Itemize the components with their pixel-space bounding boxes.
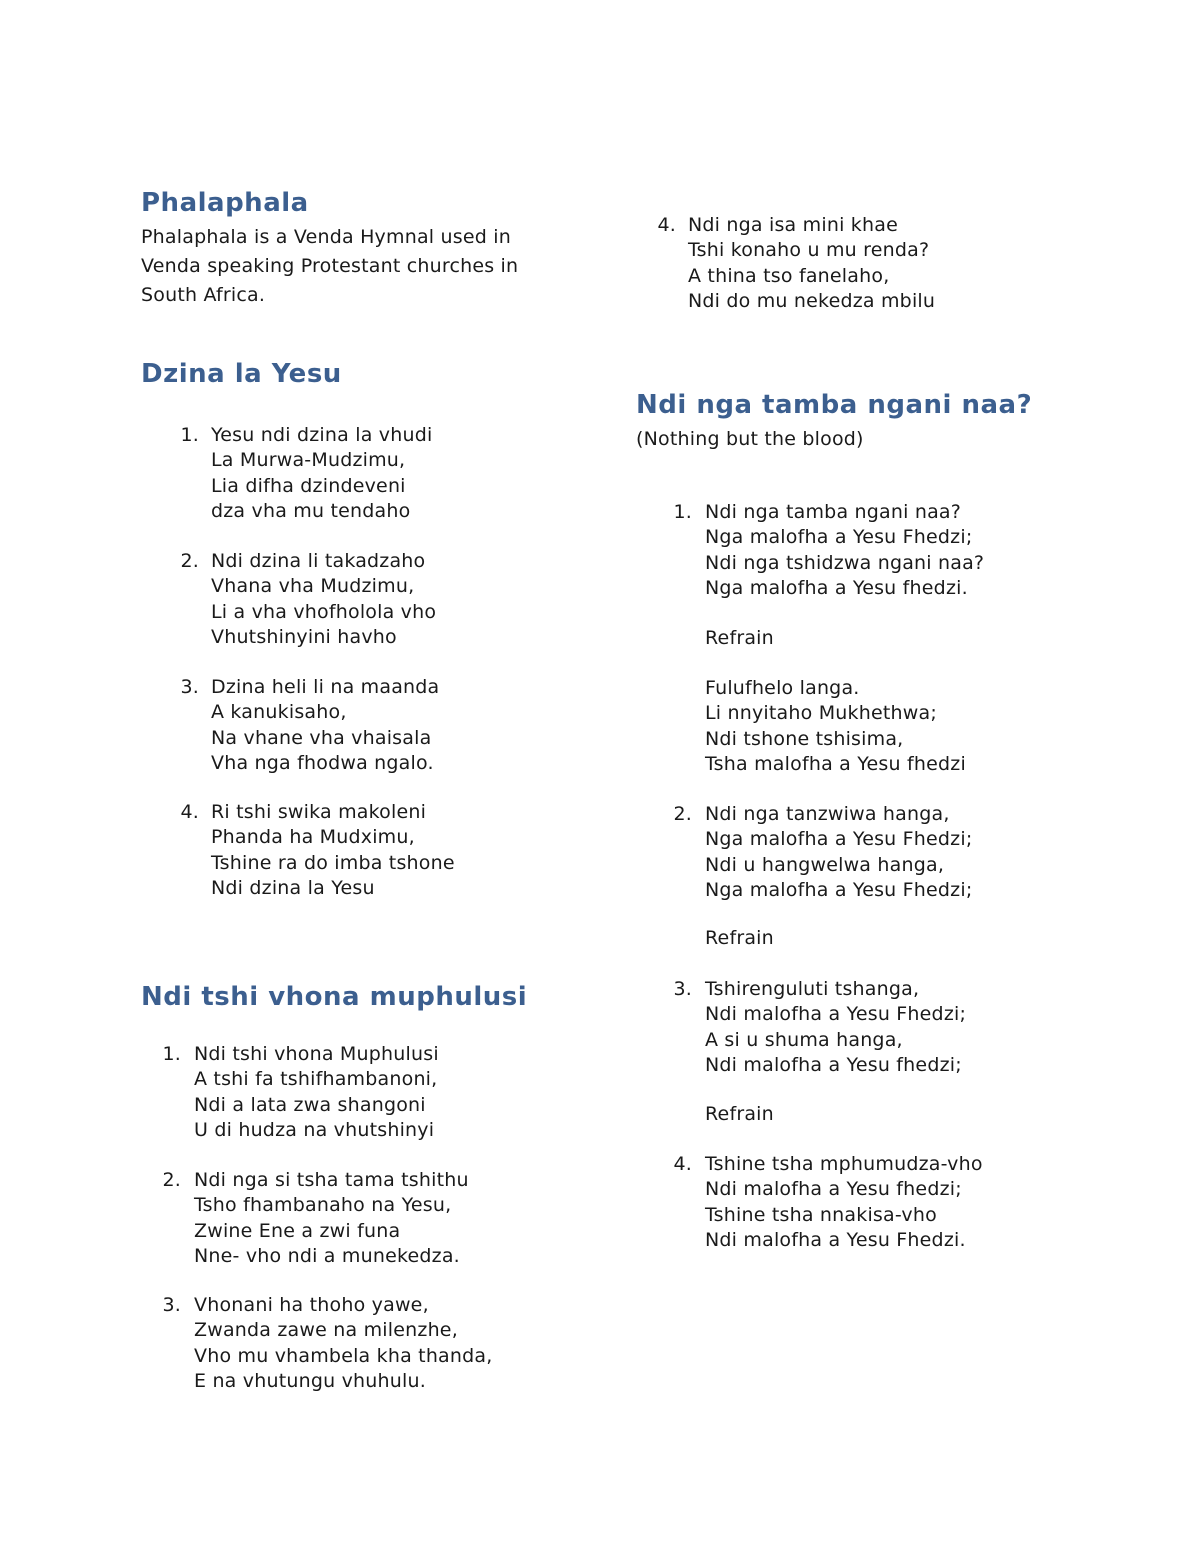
verse-number: 3.: [673, 978, 692, 1000]
verse-line: A kanukisaho,: [211, 701, 347, 724]
verse-line: Ri tshi swika makoleni: [211, 801, 427, 823]
verse-line: Nga malofha a Yesu Fhedzi;: [705, 828, 973, 851]
verse-line: Ndi dzina li takadzaho: [211, 550, 426, 572]
verse-line: Ndi tshi vhona Muphulusi: [194, 1043, 439, 1065]
verse-lines: [194, 1293, 493, 1394]
verse-line: Tsho fhambanaho na Yesu,: [194, 1194, 452, 1217]
verse-line: A si u shuma hanga,: [705, 1028, 903, 1051]
verse-number: 4.: [657, 214, 676, 236]
verse-lines: [211, 675, 439, 776]
verse-line: Yesu ndi dzina la vhudi: [211, 424, 433, 446]
verse-lines: [194, 1168, 469, 1269]
verse-line: dza vha mu tendaho: [211, 499, 411, 522]
verse-number: 1.: [673, 501, 692, 523]
verse-line: Ndi nga isa mini khae: [688, 214, 898, 236]
verse-line: Zwine Ene a zwi funa: [194, 1219, 401, 1242]
verse-line: A tshi fa tshifhambanoni,: [194, 1068, 438, 1091]
verse-number: 3.: [180, 676, 199, 698]
verse-line: Li a vha vhofholola vho: [211, 600, 437, 623]
verse-line: Tshine tsha mphumudza-vho: [705, 1153, 983, 1175]
verse-line: Li nnyitaho Mukhethwa;: [705, 702, 937, 725]
verse-line: Na vhane vha vhaisala: [211, 726, 432, 749]
verse-line: Ndi tshone tshisima,: [705, 727, 904, 750]
verse-lines: [705, 626, 774, 651]
verse-line: Tshine ra do imba tshone: [211, 851, 455, 874]
verse-line: U di hudza na vhutshinyi: [194, 1118, 435, 1141]
verse-number: 2.: [673, 803, 692, 825]
verse-line: Vhonani ha thoho yawe,: [194, 1294, 429, 1316]
verse-lines: [211, 800, 455, 901]
verse-lines: [688, 213, 935, 314]
verse-line: Lia difha dzindeveni: [211, 474, 406, 497]
verse-line: Ndi malofha a Yesu fhedzi;: [705, 1053, 962, 1076]
verse-line: Ndi nga tamba ngani naa?: [705, 501, 962, 523]
hymn-title: Ndi nga tamba ngani naa?: [636, 390, 1033, 420]
verse-line: Ndi nga tanzwiwa hanga,: [705, 803, 950, 825]
verse-lines: [705, 977, 966, 1078]
verse-line: Zwanda zawe na milenzhe,: [194, 1319, 458, 1342]
verse-number: 2.: [180, 550, 199, 572]
verse-line: La Murwa-Mudzimu,: [211, 449, 406, 472]
intro-paragraph: [141, 223, 518, 310]
verse-line: Ndi u hangwelwa hanga,: [705, 853, 945, 876]
verse-number: 1.: [180, 424, 199, 446]
intro-line: Venda speaking Protestant churches in: [141, 255, 519, 277]
verse-lines: [211, 423, 432, 524]
verse-lines: [705, 500, 984, 601]
verse-lines: [194, 1042, 439, 1143]
verse-line: Refrain: [705, 927, 774, 949]
hymn-title: Dzina la Yesu: [141, 359, 342, 389]
verse-line: Vho mu vhambela kha thanda,: [194, 1344, 493, 1367]
verse-line: Dzina heli li na maanda: [211, 676, 440, 698]
verse-lines: [705, 676, 966, 777]
verse-line: Vhutshinyini havho: [211, 625, 397, 648]
verse-line: E na vhutungu vhuhulu.: [194, 1369, 426, 1392]
verse-line: Refrain: [705, 627, 774, 649]
verse-line: Ndi do mu nekedza mbilu: [688, 289, 936, 312]
verse-line: Tshine tsha nnakisa-vho: [705, 1203, 937, 1226]
intro-line: South Africa.: [141, 284, 266, 306]
intro-line: Phalaphala is a Venda Hymnal used in: [141, 226, 511, 248]
verse-number: 1.: [162, 1043, 181, 1065]
hymn-subtitle: (Nothing but the blood): [636, 428, 864, 450]
verse-line: Ndi malofha a Yesu Fhedzi;: [705, 1003, 967, 1026]
verse-line: Ndi malofha a Yesu Fhedzi.: [705, 1228, 966, 1251]
verse-number: 3.: [162, 1294, 181, 1316]
verse-lines: [705, 1102, 774, 1127]
verse-lines: [705, 802, 972, 903]
verse-line: Vha nga fhodwa ngalo.: [211, 751, 434, 774]
verse-number: 2.: [162, 1169, 181, 1191]
verse-line: Nga malofha a Yesu fhedzi.: [705, 576, 968, 599]
verse-line: Fulufhelo langa.: [705, 677, 860, 699]
verse-line: Nga malofha a Yesu Fhedzi;: [705, 878, 973, 901]
verse-line: Ndi dzina la Yesu: [211, 876, 375, 899]
verse-line: Ndi a lata zwa shangoni: [194, 1093, 426, 1116]
verse-line: Tsha malofha a Yesu fhedzi: [705, 752, 966, 775]
verse-line: Ndi nga tshidzwa ngani naa?: [705, 551, 985, 574]
verse-line: Ndi nga si tsha tama tshithu: [194, 1169, 469, 1191]
hymn-title: Ndi tshi vhona muphulusi: [141, 982, 528, 1012]
verse-line: Tshirenguluti tshanga,: [705, 978, 920, 1000]
verse-lines: [705, 926, 774, 951]
verse-number: 4.: [180, 801, 199, 823]
verse-line: Nga malofha a Yesu Fhedzi;: [705, 526, 973, 549]
verse-line: Nne- vho ndi a munekedza.: [194, 1244, 460, 1267]
verse-line: A thina tso fanelaho,: [688, 264, 890, 287]
verse-lines: [211, 549, 436, 650]
verse-lines: [705, 1152, 983, 1253]
verse-number: 4.: [673, 1153, 692, 1175]
verse-line: Tshi konaho u mu renda?: [688, 239, 930, 262]
verse-line: Ndi malofha a Yesu fhedzi;: [705, 1178, 962, 1201]
verse-line: Vhana vha Mudzimu,: [211, 575, 415, 598]
document-title: Phalaphala: [141, 188, 309, 218]
verse-line: Refrain: [705, 1103, 774, 1125]
verse-line: Phanda ha Mudximu,: [211, 826, 415, 849]
